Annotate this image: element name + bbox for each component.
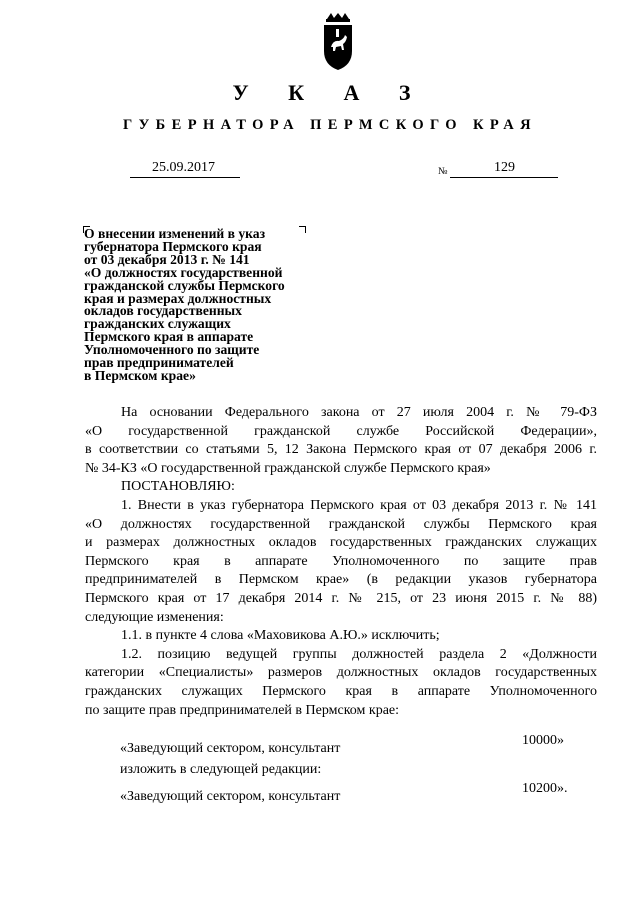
paragraph-line: «О должностях государственной гражданской службы Пермского края [85,516,597,532]
paragraph-line: следующие изменения: [85,609,224,625]
number-field [450,160,558,178]
paragraph-line: в соответствии со статьями 5, 12 Закона Пермского края от 07 декабря 2006 г. [85,442,597,458]
salary-value: 10200». [522,781,568,796]
subject-line: в Пермском крае» [84,367,196,383]
position-label: «Заведующий сектором, консультант [120,789,341,804]
paragraph-line: 1.2. позицию ведущей группы должностей раздела 2 «Должности [121,646,597,662]
document-subject [84,228,314,383]
salary-value: 10000» [522,733,564,748]
paragraph-line: категории «Специалисты» размеров должностных окладов государственных [85,665,597,681]
paragraph-line: гражданских служащих Пермского края в аппарате Уполномоченного [85,683,597,699]
position-label: «Заведующий сектором, консультант [120,741,341,756]
paragraph-line: № 34-КЗ «О государственной гражданской службе Пермского края» [85,460,491,476]
subject-line: Пермского края в аппарате [84,329,254,345]
paragraph-line: предпринимателей в Пермском крае» (в редакции указов губернатора [85,572,597,588]
coat-of-arms-icon [321,13,355,71]
paragraph-line: Пермского края от 17 декабря 2014 г. № 215, от 23 июня 2015 г. № 88) [85,590,597,606]
subject-line: от 03 декабря 2013 г. № 141 [84,251,250,267]
subject-line: гражданской службы Пермского [84,277,285,293]
subject-line: гражданских служащих [84,316,231,332]
document-title: У К А З [232,80,428,105]
paragraph-line: 1. Внести в указ губернатора Пермского края от 03 декабря 2013 г. № 141 [121,497,597,513]
edit-note: изложить в следующей редакции: [120,762,322,777]
paragraph-line: «О государственной гражданской службе Российской Федерации», [85,423,597,439]
decree-word: ПОСТАНОВЛЯЮ: [121,479,235,495]
document-number: 129 [494,160,515,175]
number-label: № [438,166,448,177]
issuer-title: ГУБЕРНАТОРА ПЕРМСКОГО КРАЯ [122,117,538,133]
subject-line: губернатора Пермского края [84,238,262,254]
paragraph-line: и размерах должностных окладов государственных гражданских служащих [85,535,597,551]
subject-line: прав предпринимателей [84,355,234,371]
date-field [130,160,240,178]
paragraph-line: На основании Федерального закона от 27 июля 2004 г. № 79-ФЗ [121,405,597,420]
subject-line: края и размерах должностных [84,290,272,306]
subject-line: Уполномоченного по защите [84,342,260,358]
document-body [85,404,597,720]
document-date: 25.09.2017 [152,160,215,175]
subject-line: «О должностях государственной [84,264,283,280]
subject-line: О внесении изменений в указ [84,226,266,241]
paragraph-line: Пермского края в аппарате Уполномоченного по защите прав [85,553,597,569]
subject-line: окладов государственных [84,303,242,319]
paragraph-line: 1.1. в пункте 4 слова «Маховикова А.Ю.» исключить; [121,628,440,644]
paragraph-line: по защите прав предпринимателей в Пермском крае: [85,702,400,718]
